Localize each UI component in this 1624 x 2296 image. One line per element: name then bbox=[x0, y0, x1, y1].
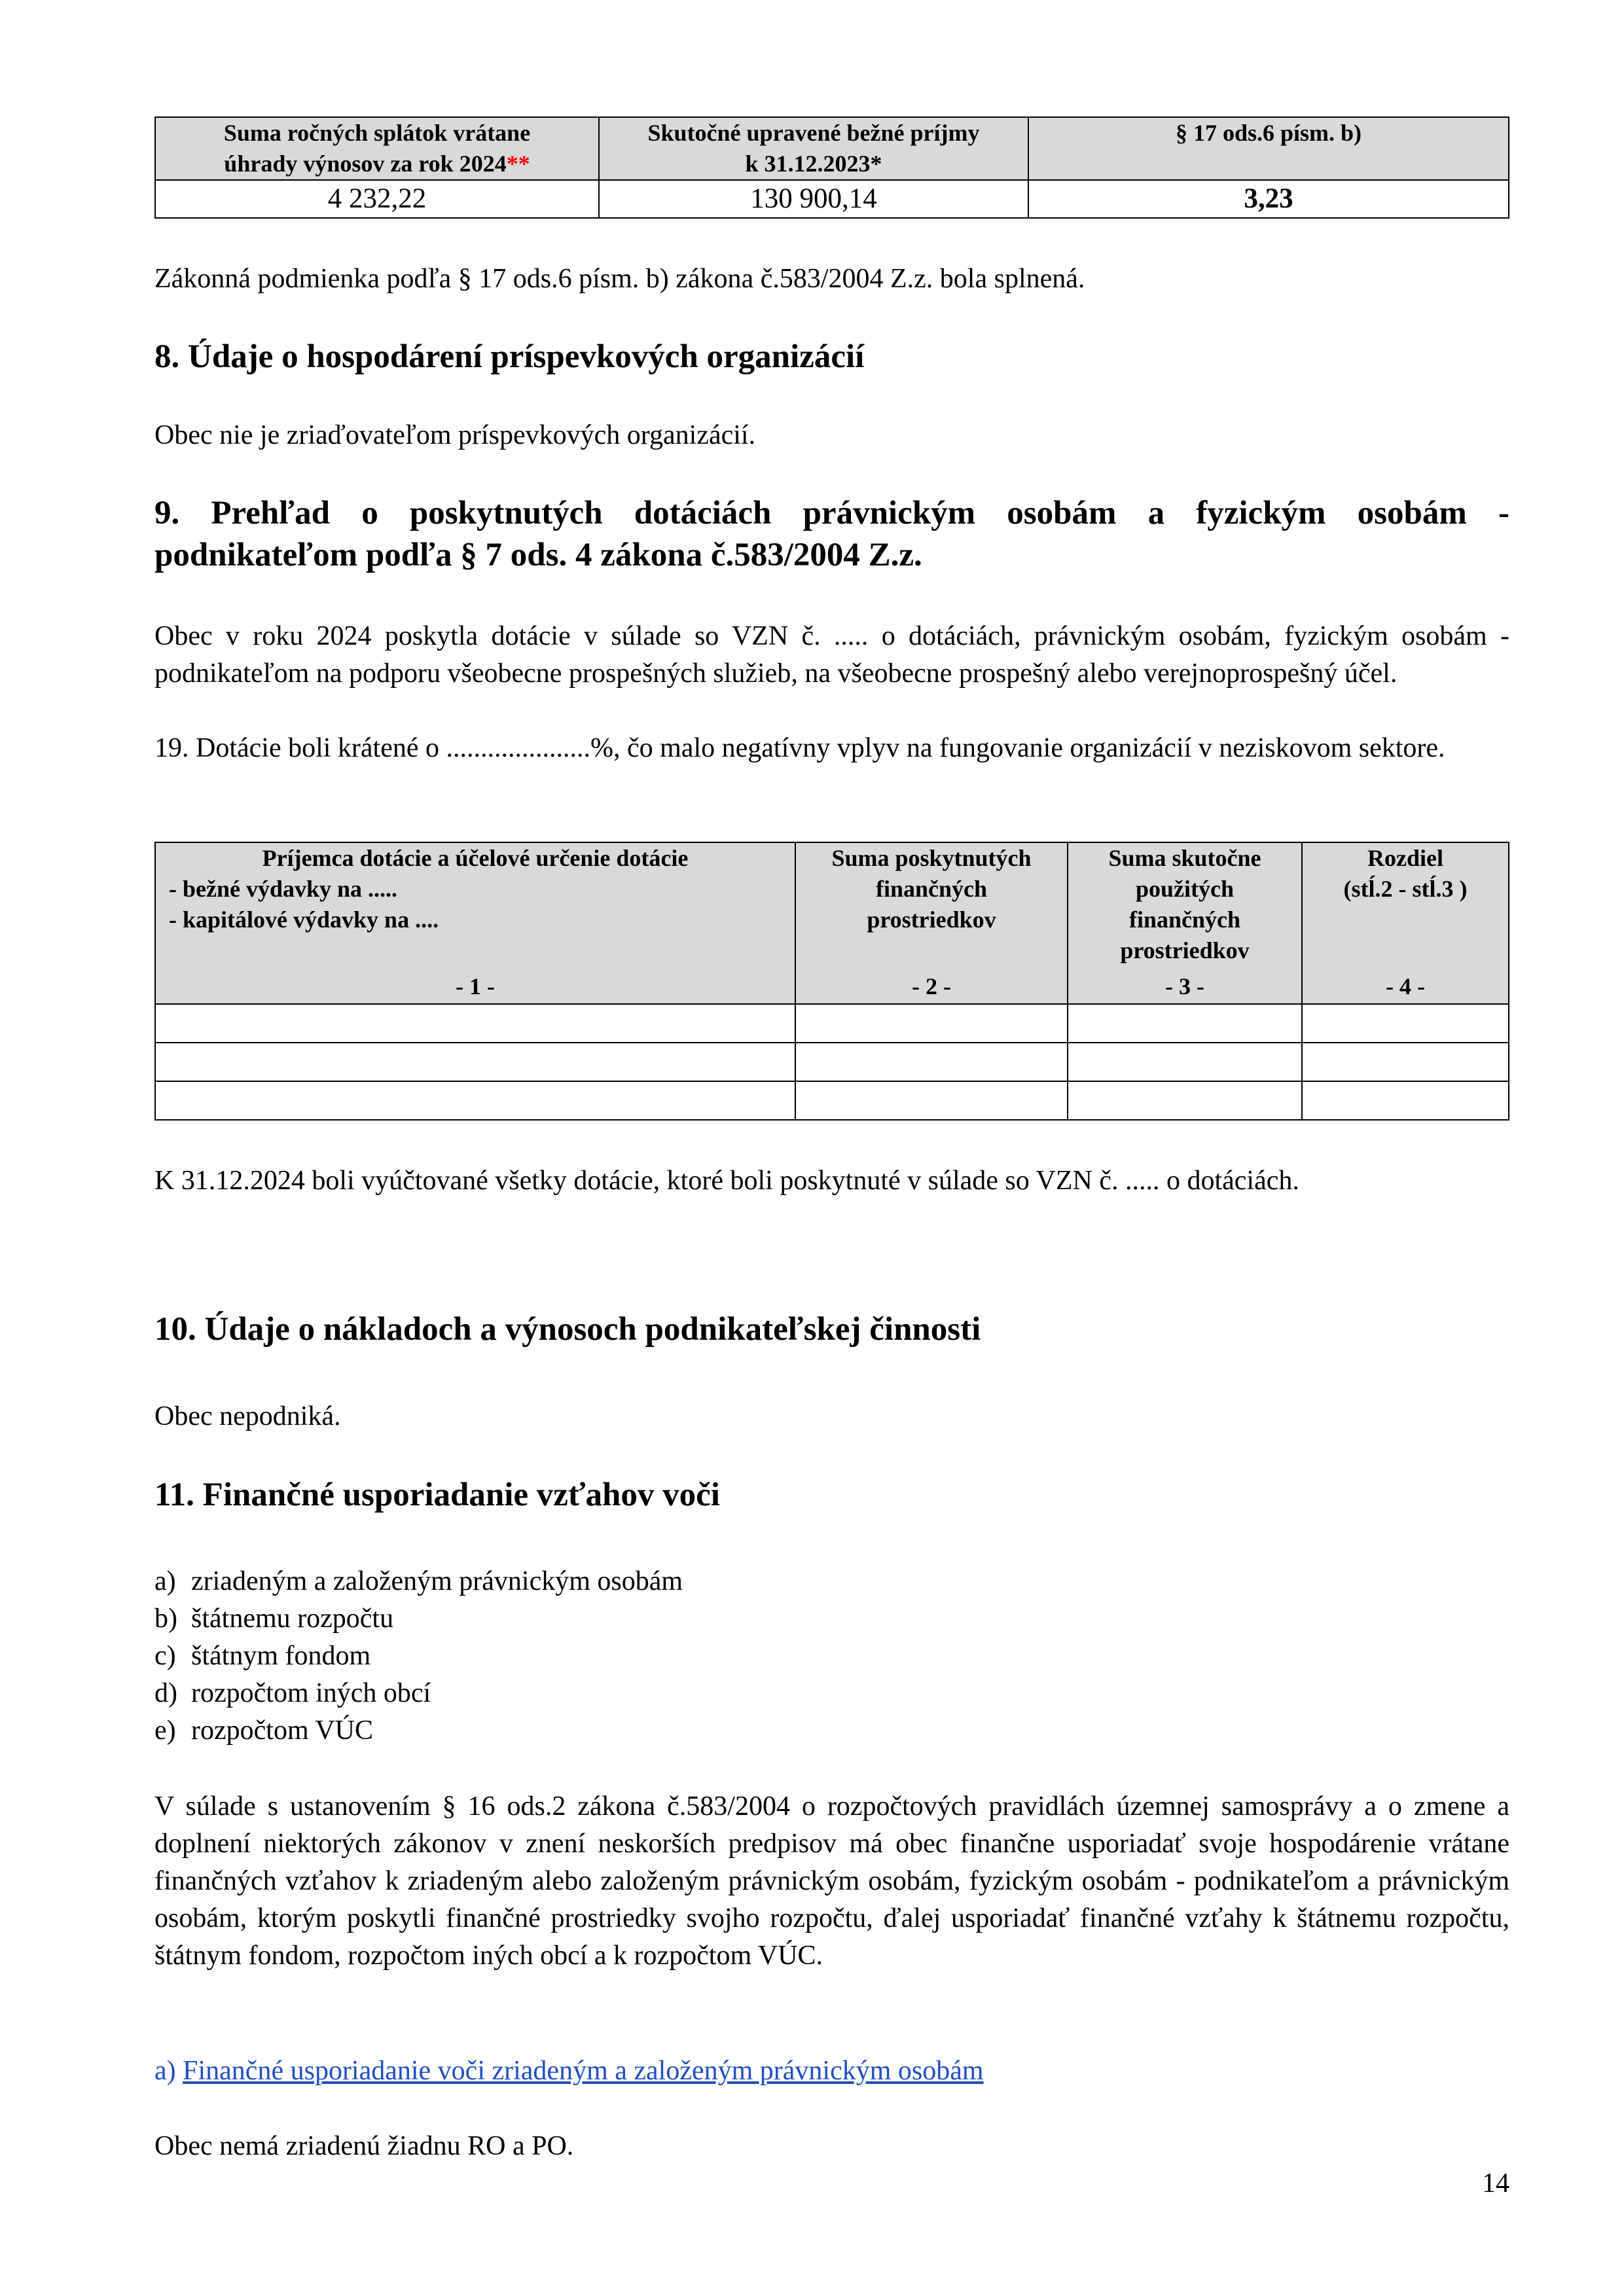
table-cell bbox=[1302, 1043, 1509, 1081]
table-cell bbox=[155, 1004, 795, 1043]
section9-heading-line2: podnikateľom podľa § 7 ods. 4 zákona č.583/2004 Z.z. bbox=[154, 537, 922, 573]
table1-header-paragraph: § 17 ods.6 písm. b) bbox=[1028, 117, 1509, 180]
table-cell bbox=[155, 1043, 795, 1081]
financial-settlement-link[interactable]: Finančné usporiadanie voči zriadeným a založeným právnickým osobám bbox=[183, 2056, 984, 2086]
list-item: c) štátnym fondom bbox=[154, 1641, 371, 1671]
relations-list bbox=[154, 1563, 683, 1749]
table-cell bbox=[795, 1043, 1068, 1081]
section9-text: Obec v roku 2024 poskytla dotácie v súlade so VZN č. ..... o dotáciách, právnickým osobám, fyzickým osobám - podnikateľom na podporu všeobecne prospešných služieb, na všeobecne prospešný alebo verejnoprospešný účel. bbox=[154, 621, 1509, 689]
section9-heading-line1: 9. Prehľad o poskytnutých dotáciách právnickým osobám a fyzickým osobám - bbox=[154, 495, 1509, 531]
table-row bbox=[155, 1004, 1509, 1043]
link-marker: a) bbox=[154, 2056, 176, 2086]
table-cell bbox=[1302, 1004, 1509, 1043]
debt-ratio-table bbox=[154, 117, 1509, 219]
section9-heading bbox=[154, 492, 1509, 576]
table1-value-revenue: 130 900,14 bbox=[599, 180, 1028, 218]
table2-header-amount-used: Suma skutočne použitých finančných prostriedkov - 3 - bbox=[1068, 842, 1302, 1004]
list-item: e) rozpočtom VÚC bbox=[154, 1715, 374, 1746]
table2-header-amount-provided: Suma poskytnutých finančných prostriedkov - 2 - bbox=[795, 842, 1068, 1004]
table-cell bbox=[795, 1004, 1068, 1043]
section11-text: V súlade s ustanovením § 16 ods.2 zákona č.583/2004 o rozpočtových pravidlách územnej samosprávy a o zmene a doplnení niektorých zákonov v znení neskorších predpisov má obec finančne usporiadať svoje hospodárenie vrátane finančných vzťahov k zriadeným alebo založeným právnickým osobám, fyzickým osobám - podnikateľom a právnickým osobám, ktorým poskytli finančné prostriedky svojho rozpočtu, ďalej usporiadať finančné vzťahy k štátnemu rozpočtu, štátnym fondom, rozpočtom iných obcí a k rozpočtom VÚC. bbox=[154, 1791, 1509, 1971]
table-row bbox=[155, 1081, 1509, 1120]
section9-text2: 19. Dotácie boli krátené o .....................%, čo malo negatívny vplyv na fungovanie organizácií v neziskovom sektore. bbox=[154, 733, 1445, 763]
table-cell bbox=[155, 1081, 795, 1120]
section11-heading: 11. Finančné usporiadanie vzťahov voči bbox=[154, 1477, 720, 1513]
subsidies-table bbox=[154, 842, 1509, 1121]
page-number: 14 bbox=[1482, 2168, 1509, 2198]
table1-value-ratio: 3,23 bbox=[1028, 180, 1509, 218]
settled-paragraph: K 31.12.2024 boli vyúčtované všetky dotácie, ktoré boli poskytnuté v súlade so VZN č. ..... o dotáciách. bbox=[154, 1166, 1299, 1196]
section8-text: Obec nie je zriaďovateľom príspevkových organizácií. bbox=[154, 420, 756, 450]
table1-header-annual-installments: Suma ročných splátok vrátane úhrady výnosov za rok 2024** bbox=[155, 117, 599, 180]
table1-value-installments: 4 232,22 bbox=[155, 180, 599, 218]
financial-settlement-link-row bbox=[154, 2053, 984, 2090]
table-cell bbox=[1068, 1004, 1302, 1043]
condition-paragraph: Zákonná podmienka podľa § 17 ods.6 písm. b) zákona č.583/2004 Z.z. bola splnená. bbox=[154, 264, 1085, 294]
section11-final-text: Obec nemá zriadenú žiadnu RO a PO. bbox=[154, 2131, 574, 2161]
table-cell bbox=[1068, 1081, 1302, 1120]
table-cell bbox=[795, 1081, 1068, 1120]
list-item: b) štátnemu rozpočtu bbox=[154, 1604, 394, 1634]
table-cell bbox=[1302, 1081, 1509, 1120]
section10-heading: 10. Údaje o nákladoch a výnosoch podnikateľskej činnosti bbox=[154, 1311, 981, 1348]
table-row bbox=[155, 1043, 1509, 1081]
section8-heading: 8. Údaje o hospodárení príspevkových organizácií bbox=[154, 338, 865, 375]
table2-header-recipient: Príjemca dotácie a účelové určenie dotácie - bežné výdavky na ..... - kapitálové výdavky na .... - 1 - bbox=[155, 842, 795, 1004]
list-item: d) rozpočtom iných obcí bbox=[154, 1678, 431, 1708]
table1-header-current-revenue: Skutočné upravené bežné príjmy k 31.12.2023* bbox=[599, 117, 1028, 180]
table2-header-difference: Rozdiel (stĺ.2 - stĺ.3 ) - 4 - bbox=[1302, 842, 1509, 1004]
section10-text: Obec nepodniká. bbox=[154, 1401, 341, 1431]
list-item: a) zriadeným a založeným právnickým osobám bbox=[154, 1566, 683, 1596]
table-cell bbox=[1068, 1043, 1302, 1081]
